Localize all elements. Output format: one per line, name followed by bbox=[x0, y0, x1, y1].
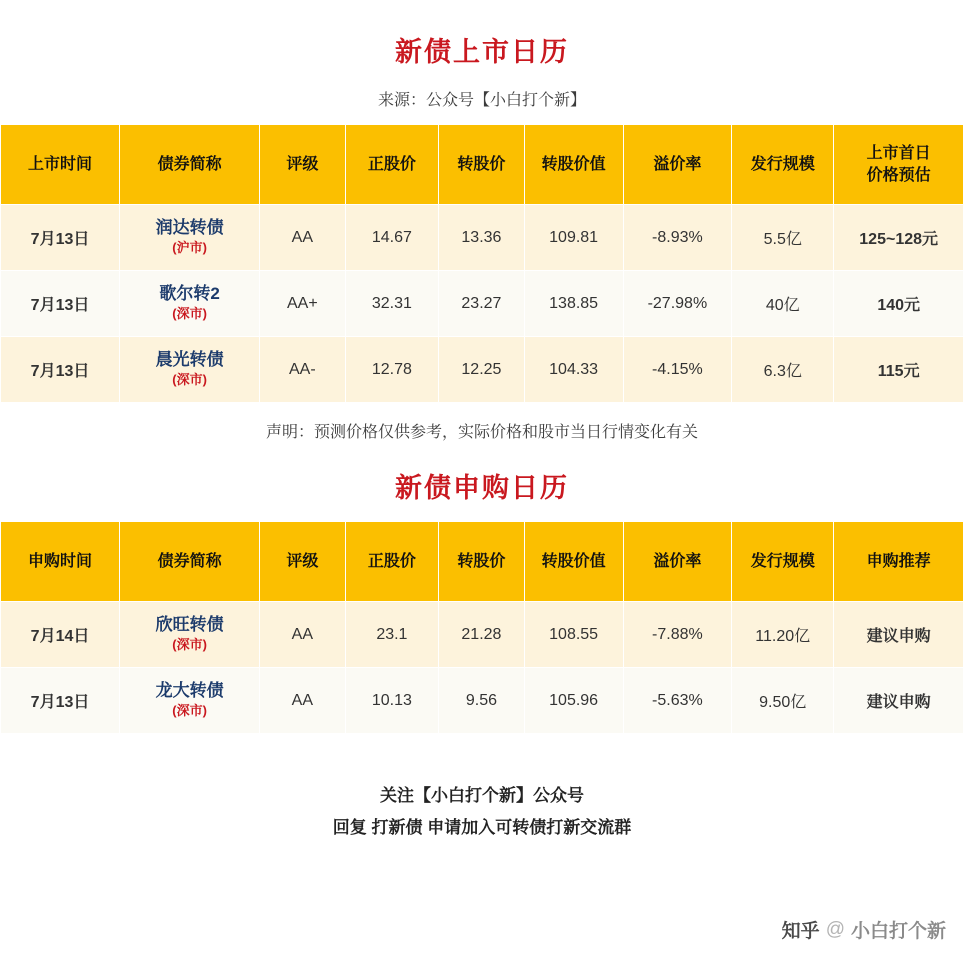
cell-advice: 建议申购 bbox=[834, 668, 964, 734]
cell-scale: 9.50亿 bbox=[732, 668, 834, 734]
footer-text bbox=[0, 734, 964, 845]
column-header-conv-price: 转股价 bbox=[439, 125, 524, 205]
cell-advice: 建议申购 bbox=[834, 602, 964, 668]
cell-date: 7月13日 bbox=[1, 668, 120, 734]
listing-table bbox=[0, 124, 964, 403]
cell-stock-price: 14.67 bbox=[345, 205, 439, 271]
bond-market: (深市) bbox=[172, 702, 207, 718]
zhihu-logo: 知乎 bbox=[781, 921, 820, 942]
cell-date: 7月13日 bbox=[1, 271, 120, 337]
column-header-stock-price: 正股价 bbox=[345, 522, 439, 602]
cell-scale: 11.20亿 bbox=[732, 602, 834, 668]
bond-market: (深市) bbox=[172, 371, 207, 387]
watermark-account: 小白打个新 bbox=[850, 921, 946, 942]
cell-premium: -7.88% bbox=[623, 602, 732, 668]
listing-statement: 声明：预测价格仅供参考，实际价格和股市当日行情变化有关 bbox=[265, 424, 698, 441]
bond-market: (深市) bbox=[172, 305, 207, 321]
column-header-advice: 申购推荐 bbox=[834, 522, 964, 602]
bond-market: (深市) bbox=[172, 636, 207, 652]
cell-scale: 5.5亿 bbox=[732, 205, 834, 271]
cell-rating: AA bbox=[260, 668, 345, 734]
column-header-forecast bbox=[834, 125, 964, 205]
cell-conv-value: 104.33 bbox=[524, 337, 623, 403]
bond-name: 晨光转债 bbox=[155, 349, 224, 369]
column-header-premium: 溢价率 bbox=[623, 125, 732, 205]
column-header-scale: 发行规模 bbox=[732, 125, 834, 205]
column-header-conv-value: 转股价值 bbox=[524, 522, 623, 602]
cell-conv-value: 109.81 bbox=[524, 205, 623, 271]
cell-bond bbox=[120, 271, 260, 337]
cell-rating: AA bbox=[260, 205, 345, 271]
cell-forecast: 125~128元 bbox=[834, 205, 964, 271]
table-header-row bbox=[1, 522, 964, 602]
table-header-row bbox=[1, 125, 964, 205]
column-header-date: 上市时间 bbox=[1, 125, 120, 205]
cell-conv-value: 138.85 bbox=[524, 271, 623, 337]
cell-date: 7月13日 bbox=[1, 205, 120, 271]
column-header-stock-price: 正股价 bbox=[345, 125, 439, 205]
column-header-conv-price: 转股价 bbox=[439, 522, 524, 602]
cell-stock-price: 10.13 bbox=[345, 668, 439, 734]
footer-line-1: 关注【小白打个新】公众号 bbox=[380, 786, 584, 805]
cell-premium: -8.93% bbox=[623, 205, 732, 271]
table-row bbox=[1, 205, 964, 271]
column-header-bond-name: 债券简称 bbox=[120, 522, 260, 602]
cell-conv-price: 13.36 bbox=[439, 205, 524, 271]
column-header-rating: 评级 bbox=[260, 125, 345, 205]
cell-conv-price: 21.28 bbox=[439, 602, 524, 668]
column-header-scale: 发行规模 bbox=[732, 522, 834, 602]
cell-bond bbox=[120, 602, 260, 668]
bond-name: 欣旺转债 bbox=[155, 614, 224, 634]
column-header-forecast-line1: 上市首日 bbox=[866, 144, 931, 162]
subscription-table bbox=[0, 521, 964, 734]
bond-market: (沪市) bbox=[172, 239, 207, 255]
cell-premium: -4.15% bbox=[623, 337, 732, 403]
cell-bond bbox=[120, 668, 260, 734]
watermark bbox=[782, 916, 946, 943]
table-row bbox=[1, 271, 964, 337]
listing-table-body bbox=[1, 205, 964, 403]
cell-scale: 6.3亿 bbox=[732, 337, 834, 403]
listing-table-header bbox=[1, 125, 964, 205]
listing-source: 来源：公众号【小白打个新】 bbox=[377, 92, 586, 109]
cell-rating: AA- bbox=[260, 337, 345, 403]
cell-conv-price: 23.27 bbox=[439, 271, 524, 337]
cell-conv-value: 105.96 bbox=[524, 668, 623, 734]
cell-bond bbox=[120, 205, 260, 271]
bond-name: 龙大转债 bbox=[155, 680, 224, 700]
bond-name: 润达转债 bbox=[155, 217, 224, 237]
cell-rating: AA bbox=[260, 602, 345, 668]
table-row bbox=[1, 602, 964, 668]
cell-rating: AA+ bbox=[260, 271, 345, 337]
cell-date: 7月13日 bbox=[1, 337, 120, 403]
listing-title: 新债上市日历 bbox=[395, 37, 569, 67]
watermark-separator: @ bbox=[825, 918, 845, 940]
table-row bbox=[1, 337, 964, 403]
column-header-date: 申购时间 bbox=[1, 522, 120, 602]
cell-bond bbox=[120, 337, 260, 403]
column-header-premium: 溢价率 bbox=[623, 522, 732, 602]
subscription-table-body bbox=[1, 602, 964, 734]
cell-conv-price: 12.25 bbox=[439, 337, 524, 403]
table-row bbox=[1, 668, 964, 734]
cell-stock-price: 23.1 bbox=[345, 602, 439, 668]
column-header-rating: 评级 bbox=[260, 522, 345, 602]
column-header-conv-value: 转股价值 bbox=[524, 125, 623, 205]
cell-premium: -5.63% bbox=[623, 668, 732, 734]
cell-stock-price: 32.31 bbox=[345, 271, 439, 337]
cell-premium: -27.98% bbox=[623, 271, 732, 337]
subscription-title: 新债申购日历 bbox=[395, 473, 569, 503]
subscription-table-header bbox=[1, 522, 964, 602]
cell-scale: 40亿 bbox=[732, 271, 834, 337]
footer-line-2: 回复 打新债 申请加入可转债打新交流群 bbox=[332, 818, 632, 838]
cell-conv-value: 108.55 bbox=[524, 602, 623, 668]
cell-forecast: 140元 bbox=[834, 271, 964, 337]
column-header-forecast-line2: 价格预估 bbox=[866, 166, 931, 184]
cell-date: 7月14日 bbox=[1, 602, 120, 668]
cell-conv-price: 9.56 bbox=[439, 668, 524, 734]
column-header-bond-name: 债券简称 bbox=[120, 125, 260, 205]
bond-name: 歌尔转2 bbox=[159, 283, 220, 303]
cell-stock-price: 12.78 bbox=[345, 337, 439, 403]
cell-forecast: 115元 bbox=[834, 337, 964, 403]
